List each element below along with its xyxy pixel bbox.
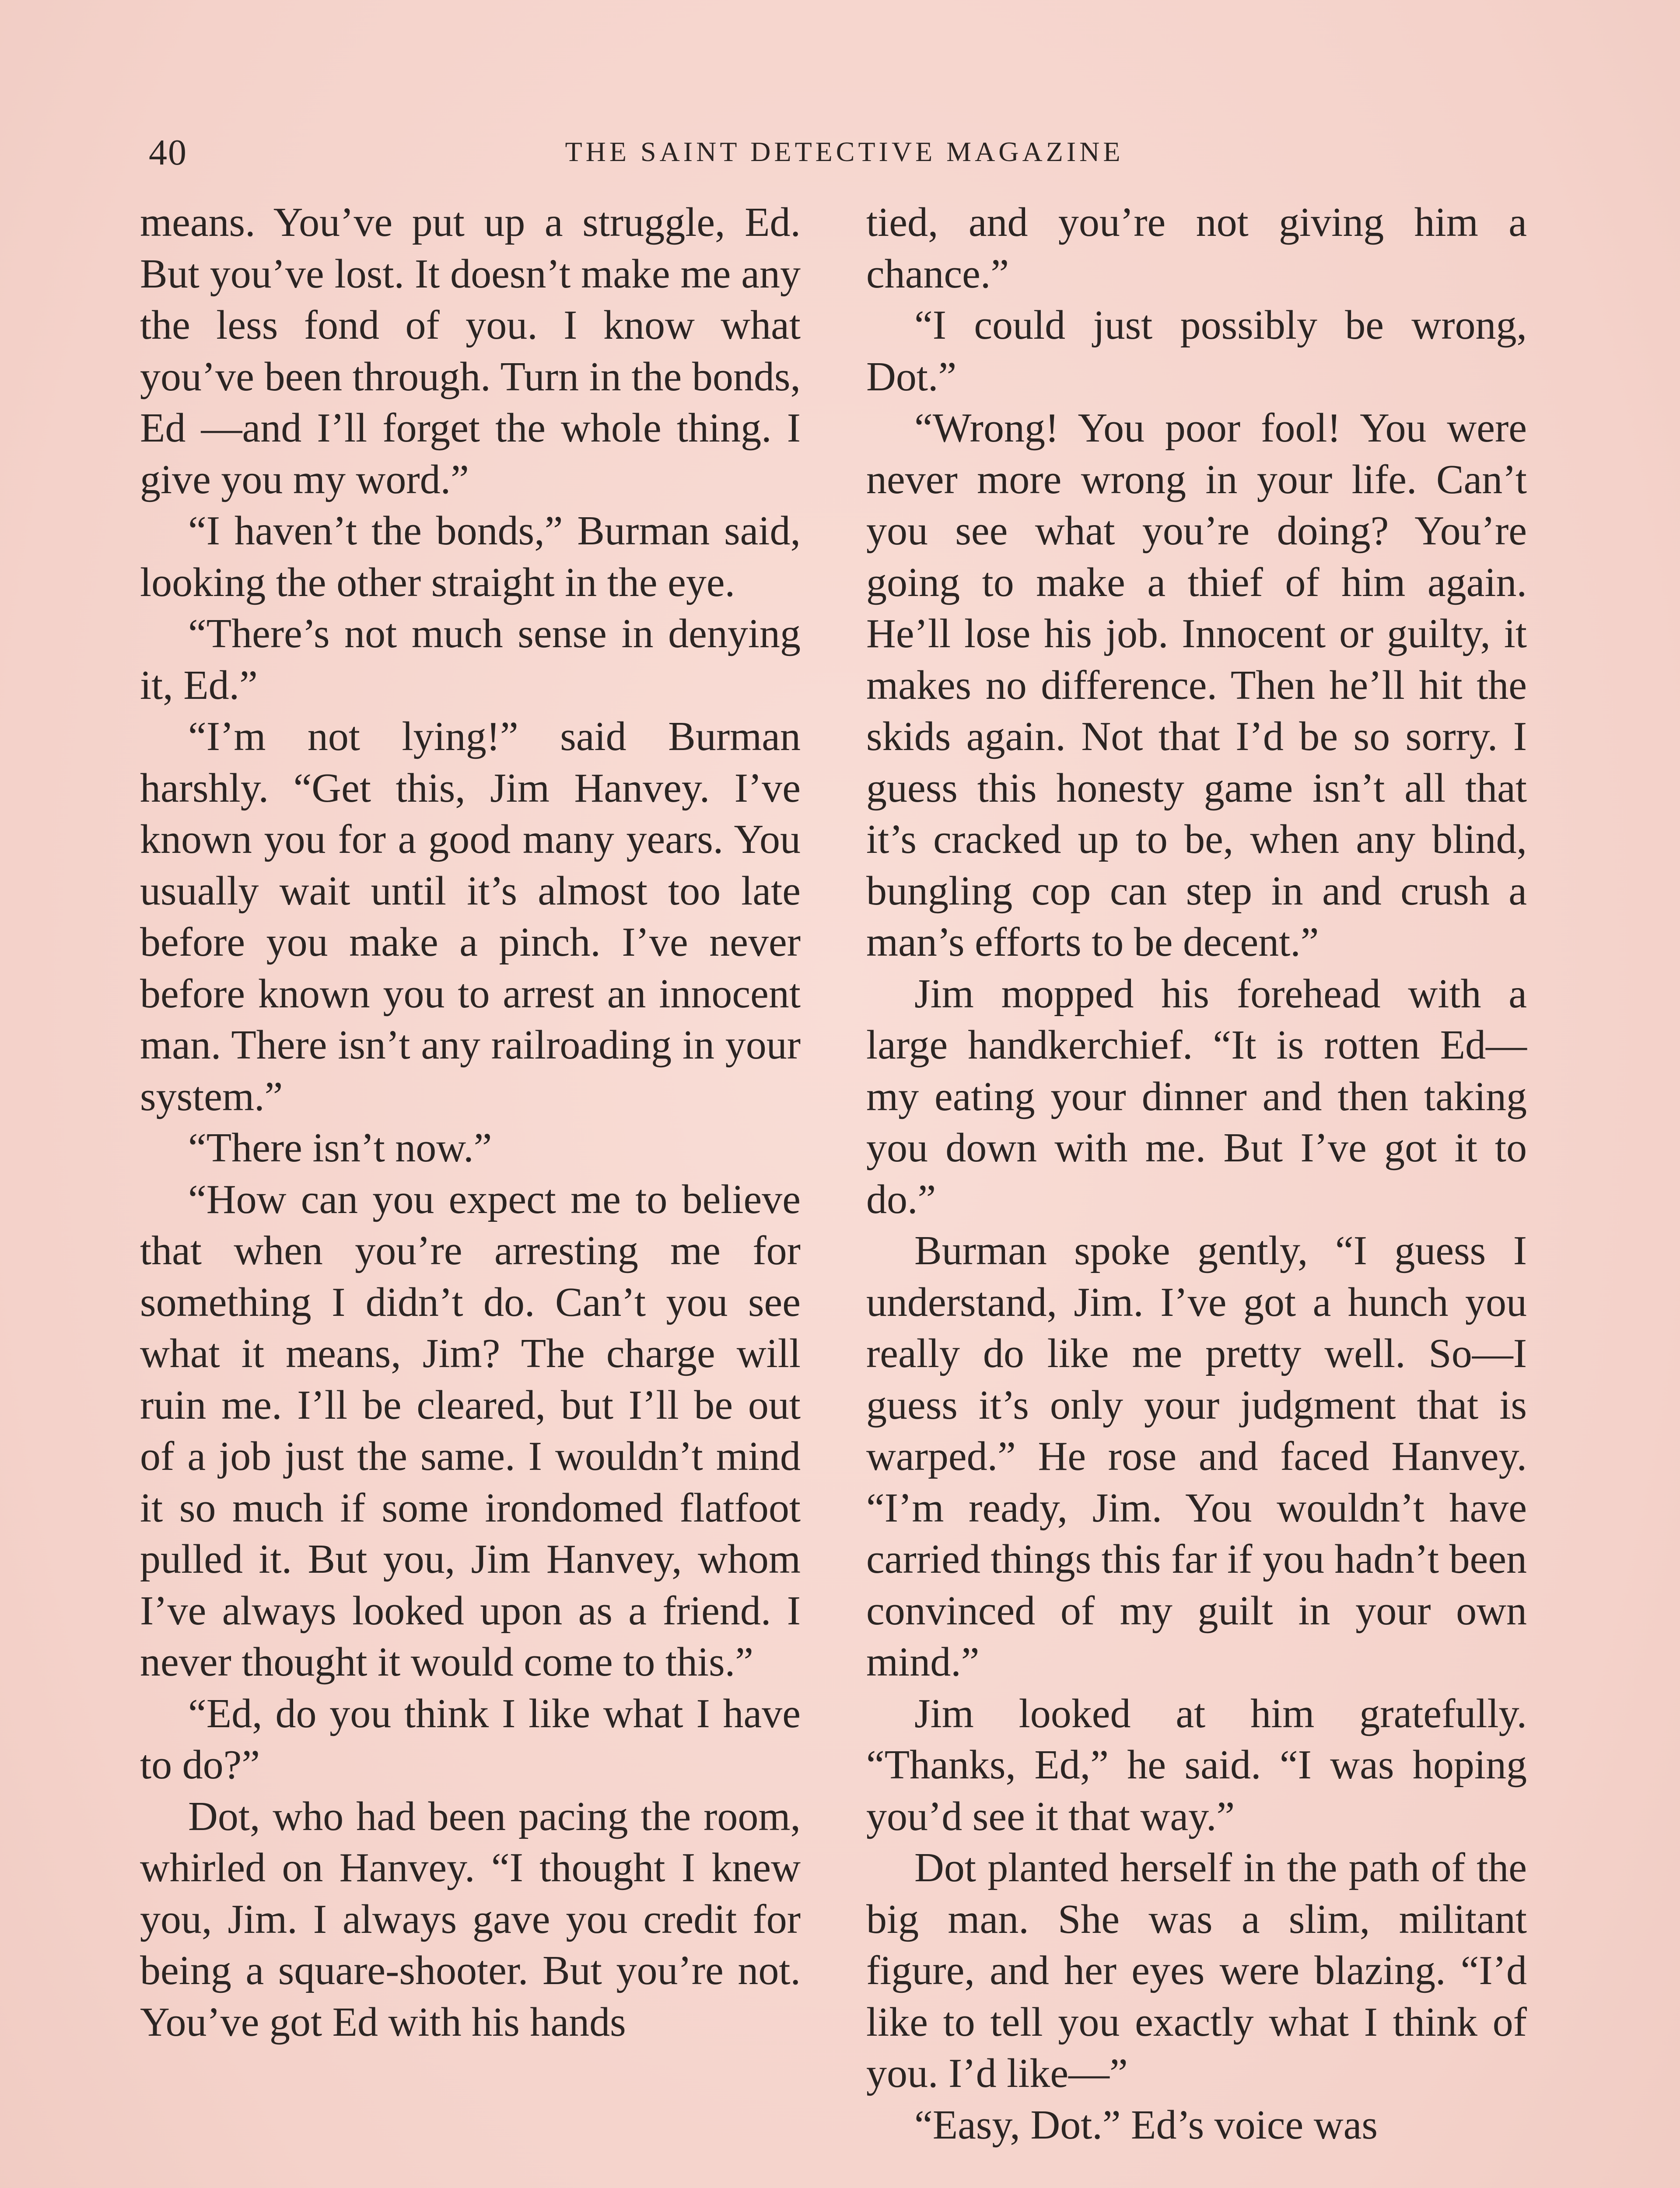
paragraph: “There’s not much sense in denying it, Ed.”	[140, 611, 801, 708]
paragraph: Jim looked at him gratefully. “Thanks, Ed,” he said. “I was hoping you’d see it that way.”	[866, 1690, 1527, 1839]
right-column	[866, 197, 1527, 2151]
page-header	[149, 131, 1540, 179]
paragraph: Dot planted herself in the path of the big man. She was a slim, militant figure, and her eyes were blazing. “I’d like to tell you exactly what I think of you. I’d like—”	[866, 1845, 1527, 2096]
left-column	[140, 197, 801, 2048]
paragraph: “Easy, Dot.” Ed’s voice was	[914, 2102, 1378, 2148]
paragraph: “Wrong! You poor fool! You were never more wrong in your life. Can’t you see what you’re doing? You’re going to make a thief of him again. He’ll lose his job. Innocent or guilty, it makes no difference. Then he’ll hit the skids again. Not that I’d be so sorry. I guess this honesty game isn’t all that it’s cracked up to be, when any blind, bungling cop can step in and crush a man’s efforts to be decent.”	[866, 405, 1527, 965]
paragraph: means. You’ve put up a struggle, Ed. But you’ve lost. It doesn’t make me any the less fond of you. I know what you’ve been through. Turn in the bonds, Ed —and I’ll forget the whole thing. I give you my word.”	[140, 200, 801, 502]
paragraph: “How can you expect me to believe that when you’re arresting me for something I didn’t do. Can’t you see what it means, Jim? The charge will ruin me. I’ll be cleared, but I’ll be out of a job just the same. I wouldn’t mind it so much if some irondomed flatfoot pulled it. But you, Jim Hanvey, whom I’ve always looked upon as a friend. I never thought it would come to this.”	[140, 1176, 801, 1685]
paragraph: tied, and you’re not giving him a chance.”	[866, 200, 1527, 297]
paragraph: Jim mopped his forehead with a large handkerchief. “It is rotten Ed—my eating your dinner and then taking you down with me. But I’ve got it to do.”	[866, 971, 1527, 1222]
running-head: THE SAINT DETECTIVE MAGAZINE	[565, 136, 1124, 167]
paragraph: Dot, who had been pacing the room, whirled on Hanvey. “I thought I knew you, Jim. I always gave you credit for being a square-shooter. But you’re not. You’ve got Ed with his hands	[140, 1793, 801, 2045]
paragraph: “I could just possibly be wrong, Dot.”	[866, 302, 1527, 400]
paragraph: “There isn’t now.”	[188, 1125, 492, 1171]
paragraph: “I’m not lying!” said Burman harshly. “Get this, Jim Hanvey. I’ve known you for a good many years. You usually wait until it’s almost too late before you make a pinch. I’ve never before known you to arrest an innocent man. There isn’t any railroading in your system.”	[140, 714, 801, 1119]
paragraph: Burman spoke gently, “I guess I understand, Jim. I’ve got a hunch you really do like me pretty well. So—I guess it’s only your judgment that is warped.” He rose and faced Hanvey. “I’m ready, Jim. You wouldn’t have carried things this far if you hadn’t been convinced of my guilt in your own mind.”	[866, 1228, 1527, 1685]
paragraph: “I haven’t the bonds,” Burman said, looking the other straight in the eye.	[140, 508, 801, 605]
page-number: 40	[149, 132, 187, 173]
paragraph: “Ed, do you think I like what I have to do?”	[140, 1690, 801, 1788]
